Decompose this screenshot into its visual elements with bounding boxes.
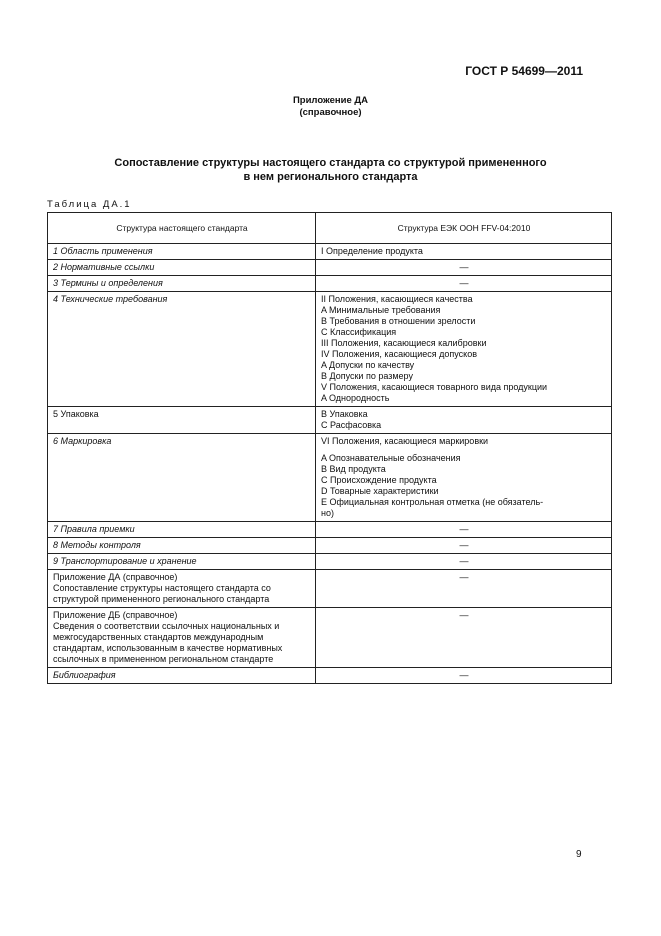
table-row — [48, 407, 612, 434]
table-row — [48, 276, 612, 292]
cell-text: 3 Термины и определения — [53, 278, 163, 288]
cell-left — [48, 538, 316, 554]
cell-left — [48, 570, 316, 608]
cell-left — [48, 434, 316, 522]
cell-text: C Расфасовка — [321, 420, 382, 430]
cell-right — [316, 434, 612, 522]
cell-right — [316, 538, 612, 554]
cell-left — [48, 407, 316, 434]
table-label: Таблица ДА.1 — [47, 199, 132, 210]
cell-text: 6 Маркировка — [53, 436, 112, 446]
cell-left — [48, 292, 316, 407]
page-title — [0, 156, 661, 184]
cell-text: B Вид продукта — [321, 464, 386, 474]
table-row — [48, 244, 612, 260]
cell-text: C Происхождение продукта — [321, 475, 437, 485]
document-code: ГОСТ Р 54699—2011 — [465, 64, 583, 78]
cell-text: структурой примененного регионального стандарта — [53, 594, 270, 604]
cell-left — [48, 668, 316, 684]
cell-text: Приложение ДБ (справочное) — [53, 610, 178, 620]
cell-left — [48, 244, 316, 260]
table-header-row — [48, 213, 612, 244]
cell-left — [48, 522, 316, 538]
cell-right — [316, 554, 612, 570]
comparison-table — [47, 212, 612, 684]
annex-subtitle: (справочное) — [299, 107, 362, 118]
table-row — [48, 292, 612, 407]
cell-text: B Упаковка — [321, 409, 368, 419]
cell-text: B Допуски по размеру — [321, 371, 413, 381]
cell-text: Приложение ДА (справочное) — [53, 572, 178, 582]
cell-right — [316, 292, 612, 407]
cell-dash: — — [459, 670, 469, 680]
table-row — [48, 608, 612, 668]
cell-dash: — — [459, 540, 469, 550]
cell-text: Библиография — [53, 670, 116, 680]
annex-title: Приложение ДА — [292, 95, 369, 106]
cell-right — [316, 407, 612, 434]
cell-text: A Минимальные требования — [321, 305, 441, 315]
table-row — [48, 570, 612, 608]
cell-text: 7 Правила приемки — [53, 524, 135, 534]
cell-text: Сведения о соответствии ссылочных национальных и — [53, 621, 280, 631]
table-row — [48, 260, 612, 276]
cell-text: 5 Упаковка — [53, 409, 99, 419]
table-row — [48, 668, 612, 684]
cell-text: ссылочных в примененном региональном стандарте — [53, 654, 274, 664]
cell-text: Сопоставление структуры настоящего стандарта со — [53, 583, 271, 593]
cell-text: I Определение продукта — [321, 246, 423, 256]
cell-text: VI Положения, касающиеся маркировки — [321, 436, 489, 446]
cell-dash: — — [459, 572, 469, 582]
cell-right — [316, 608, 612, 668]
cell-dash: — — [459, 556, 469, 566]
cell-text: B Требования в отношении зрелости — [321, 316, 476, 326]
cell-text: V Положения, касающиеся товарного вида продукции — [321, 382, 548, 392]
cell-text: стандартам, использованным в качестве нормативных — [53, 643, 283, 653]
cell-text: III Положения, касающиеся калибровки — [321, 338, 487, 348]
page-title-line-1: Сопоставление структуры настоящего стандарта со структурой примененного — [114, 157, 547, 169]
cell-text: 9 Транспортирование и хранение — [53, 556, 197, 566]
page-title-line-2: в нем регионального стандарта — [243, 171, 418, 183]
cell-left — [48, 260, 316, 276]
cell-text: A Опознавательные обозначения — [321, 453, 461, 463]
header-this-standard: Структура настоящего стандарта — [48, 213, 316, 244]
cell-text: A Однородность — [321, 393, 390, 403]
cell-right — [316, 244, 612, 260]
cell-dash: — — [459, 524, 469, 534]
cell-text: 8 Методы контроля — [53, 540, 141, 550]
cell-text: A Допуски по качеству — [321, 360, 415, 370]
cell-right — [316, 276, 612, 292]
cell-text: межгосударственных стандартов международным — [53, 632, 264, 642]
header-regional-standard: Структура ЕЭК ООН FFV-04:2010 — [316, 213, 612, 244]
annex-heading — [0, 95, 661, 119]
table-row — [48, 554, 612, 570]
table-row — [48, 538, 612, 554]
cell-dash: — — [459, 278, 469, 288]
cell-text: IV Положения, касающиеся допусков — [321, 349, 477, 359]
cell-text: C Классификация — [321, 327, 397, 337]
cell-text: E Официальная контрольная отметка (не обязатель- — [321, 497, 544, 507]
cell-right — [316, 668, 612, 684]
cell-dash: — — [459, 610, 469, 620]
cell-left — [48, 554, 316, 570]
cell-text: 2 Нормативные ссылки — [53, 262, 155, 272]
cell-right — [316, 522, 612, 538]
cell-right — [316, 260, 612, 276]
table-row — [48, 522, 612, 538]
cell-left — [48, 608, 316, 668]
cell-dash: — — [459, 262, 469, 272]
cell-text: 1 Область применения — [53, 246, 153, 256]
cell-left — [48, 276, 316, 292]
cell-text: но) — [321, 508, 334, 518]
cell-text: 4 Технические требования — [53, 294, 168, 304]
cell-text: D Товарные характеристики — [321, 486, 439, 496]
cell-right — [316, 570, 612, 608]
table-row — [48, 434, 612, 522]
cell-text: II Положения, касающиеся качества — [321, 294, 473, 304]
page-number: 9 — [576, 849, 582, 860]
